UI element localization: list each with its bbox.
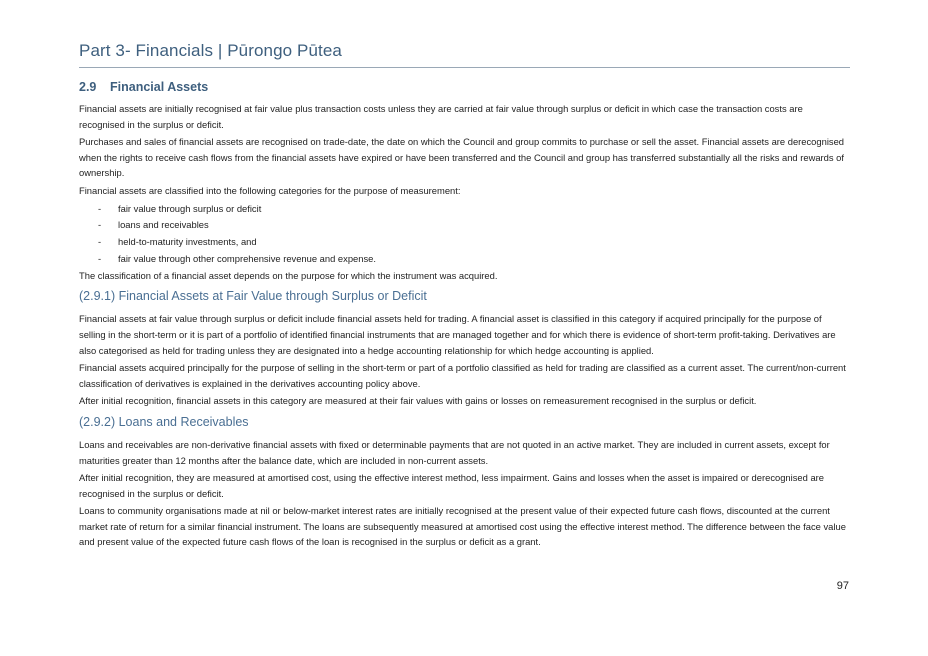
category-list: [79, 201, 850, 268]
list-item: [79, 217, 850, 234]
paragraph: After initial recognition, they are measured at amortised cost, using the effective interest method, less impairment. Gains and losses when the asset is impaired or derecognised are recognised in the surplus or deficit.: [79, 472, 824, 499]
section-heading: [79, 80, 850, 94]
paragraph: Financial assets acquired principally for the purpose of selling in the short-term or part of a portfolio classified as held for trading are classified as a current asset. The current/non-current classification of derivatives is explained in the derivatives accounting policy above.: [79, 362, 846, 389]
section-number: 2.9: [79, 80, 97, 94]
list-marker: -: [98, 202, 102, 214]
list-marker: -: [98, 219, 102, 231]
list-item: [79, 201, 850, 218]
section-title: Financial Assets: [110, 80, 209, 94]
page-content: [79, 80, 850, 552]
subsection-heading-loans: (2.9.2) Loans and Receivables: [79, 414, 249, 429]
header-divider: [79, 67, 850, 68]
paragraph: Financial assets at fair value through surplus or deficit include financial assets held for trading. A financial asset is classified in this category if acquired principally for the purpose of selling in the short-term or it is part of a portfolio of identified financial instruments that are managed together and for which there is evidence of short-term profit-taking. Derivatives are also categorised as held for trading unless they are designated into a hedge accounting relationship for which hedge accounting is applied.: [79, 313, 836, 356]
list-item-text: fair value through other comprehensive revenue and expense.: [118, 252, 376, 264]
paragraph: Purchases and sales of financial assets are recognised on trade-date, the date on which the Council and group commits to purchase or sell the asset. Financial assets are derecognised when the rights to receive cash flows from the financial assets have expired or have been transferred and the Council and group has transferred substantially all the risks and rewards of ownership.: [79, 136, 845, 179]
paragraph: Loans to community organisations made at nil or below-market interest rates are initially recognised at the present value of their expected future cash flows, discounted at the current market rate of return for a similar financial instrument. The loans are subsequently measured at amortised cost using the effective interest method. The difference between the face value and present value of the expected future cash flows of the loan is recognised in the surplus or deficit as a grant.: [79, 505, 846, 548]
paragraph: Financial assets are classified into the following categories for the purpose of measurement:: [79, 184, 461, 196]
list-marker: -: [98, 236, 102, 248]
paragraph: Financial assets are initially recognised at fair value plus transaction costs unless they are carried at fair value through surplus or deficit in which case the transaction costs are recognised in the surplus or deficit.: [79, 103, 803, 130]
subsection-heading-fvtsd: (2.9.1) Financial Assets at Fair Value through Surplus or Deficit: [79, 289, 427, 304]
list-item: [79, 234, 850, 251]
paragraph: After initial recognition, financial assets in this category are measured at their fair values with gains or losses on remeasurement recognised in the surplus or deficit.: [79, 395, 757, 407]
paragraph: The classification of a financial asset depends on the purpose for which the instrument was acquired.: [79, 269, 498, 281]
list-item: [79, 251, 850, 268]
page-number: 97: [836, 580, 849, 592]
paragraph: Loans and receivables are non-derivative financial assets with fixed or determinable payments that are not quoted in an active market. They are included in current assets, except for maturities greater than 12 months after the balance date, which are included in non-current assets.: [79, 438, 830, 466]
list-item-text: loans and receivables: [118, 219, 209, 231]
list-item-text: held-to-maturity investments, and: [118, 236, 257, 248]
page-header-title: Part 3- Financials | Pūrongo Pūtea: [79, 41, 342, 60]
list-item-text: fair value through surplus or deficit: [118, 202, 262, 214]
list-marker: -: [98, 252, 102, 264]
